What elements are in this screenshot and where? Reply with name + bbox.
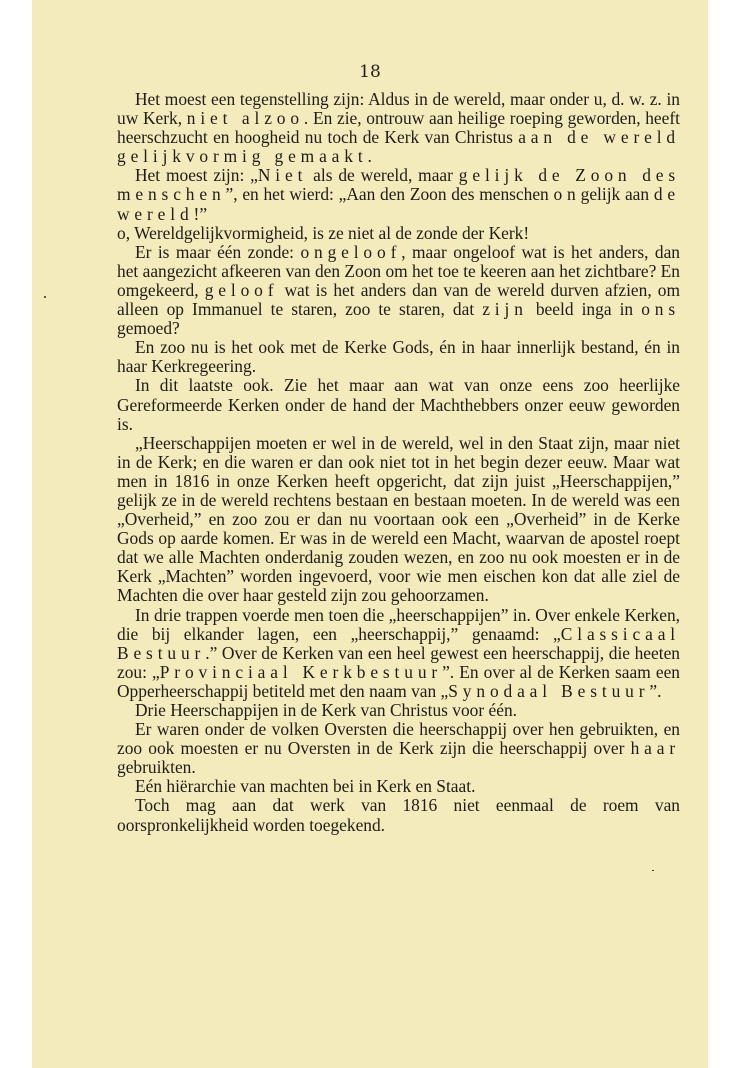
text-run: gelijk aan <box>580 184 654 205</box>
spaced-emphasis: haar <box>630 738 680 759</box>
spaced-emphasis: zijn <box>482 299 528 320</box>
spaced-emphasis: aan de wereld gelijkvormig gemaakt <box>117 127 680 167</box>
paragraph <box>117 701 680 720</box>
text-run: . En zie, ontrouw aan heilige roeping geworden, heeft heerschzucht en hoogheid nu toch de Kerk van Christus <box>117 108 680 148</box>
text-run: En zoo nu is het ook met de Kerke Gods, én in haar innerlijk bestand, én in haar Kerkregeering. <box>117 337 680 377</box>
text-run: ”, en het wierd: „Aan den Zoon des menschen <box>225 184 554 205</box>
paragraph <box>117 376 680 433</box>
spaced-emphasis: gelijk de Zoon des menschen <box>117 165 680 205</box>
text-run: !” <box>193 203 208 224</box>
spaced-emphasis: Niet <box>257 165 308 186</box>
paragraph <box>117 796 680 834</box>
text-run: , maar ongeloof wat is het anders, dan het aangezicht afkeeren van den Zoon om het toe te keeren aan het zichtbare? En omgekeerd, <box>117 241 680 300</box>
book-page <box>32 0 708 1068</box>
text-run: .” Over de Kerken van een heel gewest een heerschappij, die heeten zou: „ <box>117 642 680 682</box>
text-run: In dit laatste ook. Zie het maar aan wat van onze eens zoo heerlijke Gereformeerde Kerken onder de hand der Machthebbers onzer eeuw geworden is. <box>117 375 680 434</box>
text-run: gebruikten. <box>117 757 196 778</box>
text-run: ”. En over al de Kerken saam een Opperheerschappij betiteld met den naam van „ <box>117 661 680 701</box>
spaced-emphasis: de wereld <box>117 184 680 224</box>
text-run: Het moest een tegenstelling zijn: Aldus in de wereld, maar onder u, d. w. z. in uw Kerk, <box>117 89 680 129</box>
text-run: ”. <box>649 680 662 701</box>
paragraph <box>117 777 680 796</box>
spaced-emphasis: on <box>553 184 581 205</box>
spaced-emphasis: geloof <box>204 279 279 300</box>
spaced-emphasis: niet alzoo <box>186 108 304 129</box>
text-run: gemoed? <box>117 318 180 339</box>
text-run: als de wereld, maar <box>307 165 459 186</box>
text-run: Het moest zijn: „ <box>135 165 258 186</box>
text-run: o, Wereldgelijkvormigheid, is ze niet al de zonde der Kerk! <box>117 222 530 243</box>
paragraph <box>117 90 680 166</box>
spaced-emphasis: ons <box>641 299 680 320</box>
spaced-emphasis: Classicaal Bestuur <box>117 623 680 663</box>
paragraph <box>117 224 680 243</box>
page-number: 18 <box>359 62 381 82</box>
text-run: wat is het anders dan van de wereld durven afzien, om alleen op Immanuel te staren, zoo te staren, dat <box>117 279 681 320</box>
text-run: beeld inga in <box>527 299 642 320</box>
spaced-emphasis: Synodaal Bestuur <box>448 680 650 701</box>
paragraph <box>117 720 680 777</box>
text-run: Drie Heerschappijen in de Kerk van Christus voor één. <box>135 700 517 720</box>
print-speck <box>44 296 46 298</box>
text-run: Eén hiërarchie van machten bei in Kerk en Staat. <box>135 776 476 797</box>
text-run: . <box>367 146 372 167</box>
text-run: In drie trappen voerde men toen die „heerschappijen” in. Over enkele Kerken, die bij elkander lagen, een „heerschappij,” genaamd: „ <box>117 604 680 644</box>
spaced-emphasis: Provinciaal Kerkbestuur <box>159 661 443 682</box>
text-run: „Heerschappijen moeten er wel in de wereld, wel in den Staat zijn, maar niet in de Kerk; en die waren er dan ook niet tot in het begin dezer eeuw. Maar wat men in 1816 in onze Kerken heeft opgericht, dat zijn juist „Heerschappijen,” gelijk ze in de wereld rechtens bestaan en bestaan moeten. In de wereld was een „Overheid,” en zoo zou er dan nu voortaan ook een „Overheid” in de Kerke Gods op aarde komen. Er was in de wereld een Macht, waarvan de apostel roept dat we alle Machten onderdanig zouden wezen, en zoo nu ook moesten er in de Kerk „Machten” worden ingevoerd, voor wie men eischen kon dat alle ziel de Machten die over haar gesteld zijn zou gehoorzamen. <box>117 432 680 606</box>
paragraph <box>117 243 680 338</box>
paragraph <box>117 166 680 223</box>
text-run: Toch mag aan dat werk van 1816 niet eenmaal de roem van oorspronkelijkheid worden toegekend. <box>117 795 680 835</box>
text-run: Er waren onder de volken Oversten die heerschappij over hen gebruikten, en zoo ook moesten er nu Oversten in de Kerk zijn die heerschappij over <box>117 719 680 759</box>
print-speck <box>652 870 654 871</box>
paragraph <box>117 434 680 606</box>
spaced-emphasis: ongeloof <box>300 241 402 262</box>
body-text <box>117 90 680 835</box>
text-run: Er is maar één zonde: <box>135 241 301 262</box>
paragraph <box>117 606 680 701</box>
paragraph <box>117 338 680 376</box>
